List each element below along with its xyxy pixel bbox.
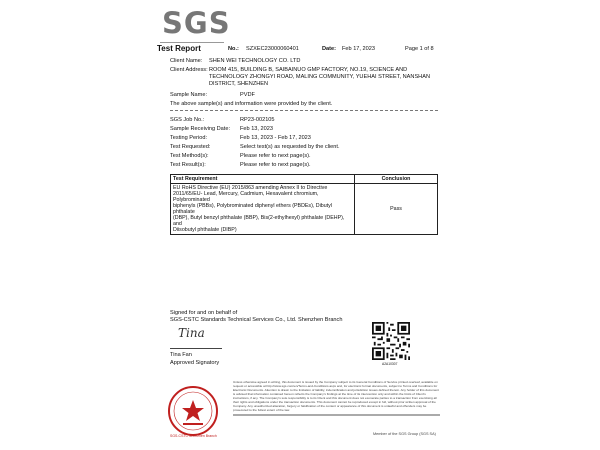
client-address-line1: ROOM 415, BUILDING B, SAIBAINUO GMP FACTORY, NO.19, SCIENCE AND <box>209 67 408 73</box>
job-no-value: RP23-002105 <box>240 117 275 123</box>
sample-note: The above sample(s) and information were provided by the client. <box>170 101 333 107</box>
company-seal-icon <box>166 384 220 438</box>
requirement-line: Diisobutyl phthalate (DIBP) <box>173 227 237 233</box>
test-requested-label: Test Requested: <box>170 144 211 150</box>
test-result-value: Please refer to next page(s). <box>240 162 311 168</box>
col-conclusion: Conclusion <box>355 175 438 184</box>
requirement-line: biphenyls (PBBs), Polybrominated diphenyl ethers (PBDEs), Dibutyl phthalate <box>173 203 332 215</box>
client-address-label: Client Address: <box>170 67 208 73</box>
report-no-label: No.: <box>228 46 239 52</box>
conclusion-cell: Pass <box>355 184 438 235</box>
col-requirement: Test Requirement <box>171 175 355 184</box>
receiving-date-label: Sample Receiving Date: <box>170 126 231 132</box>
client-name-value: SHEN WEI TECHNOLOGY CO. LTD <box>209 58 301 64</box>
page-number: Page 1 of 8 <box>405 46 434 52</box>
signed-on-behalf: Signed for and on behalf of <box>170 310 238 316</box>
table-header-row <box>171 175 438 184</box>
report-date-label: Date: <box>322 46 336 52</box>
requirement-line: EU RoHS Directive (EU) 2015/863 amending Annex II to Directive <box>173 185 328 191</box>
fine-print-divider <box>233 414 440 416</box>
group-membership: Member of the SGS Group (SGS SA) <box>373 432 436 436</box>
sample-name-label: Sample Name: <box>170 92 207 98</box>
test-result-label: Test Result(s): <box>170 162 206 168</box>
receiving-date-value: Feb 13, 2023 <box>240 126 273 132</box>
handwritten-signature: Tina <box>178 326 205 340</box>
signatory-role: Approved Signatory <box>170 360 220 366</box>
sgs-logo <box>160 6 231 40</box>
sample-name-value: PVDF <box>240 92 255 98</box>
qr-code-icon <box>372 322 410 360</box>
qr-id: A2A10307 <box>382 362 398 366</box>
requirement-line: 2011/65/EU- Lead, Mercury, Cadmium, Hexavalent chromium, Polybrominated <box>173 191 319 203</box>
signatory-name: Tina Fan <box>170 352 192 358</box>
report-date-value: Feb 17, 2023 <box>342 46 375 52</box>
testing-period-value: Feb 13, 2023 - Feb 17, 2023 <box>240 135 311 141</box>
report-title: Test Report <box>157 44 201 53</box>
client-address-line2: TECHNOLOGY ZHONGYI ROAD, MALING COMMUNITY, YUEHAI STREET, NANSHAN <box>209 74 430 80</box>
divider <box>170 110 438 111</box>
test-method-label: Test Method(s): <box>170 153 209 159</box>
report-no-value: SZXEC23000060401 <box>246 46 299 52</box>
signing-company: SGS-CSTC Standards Technical Services Co., Ltd. Shenzhen Branch <box>170 317 343 323</box>
client-name-label: Client Name: <box>170 58 203 64</box>
seal-text: SGS-CSTC Shenzhen Branch <box>170 434 217 438</box>
requirement-cell <box>171 184 355 235</box>
fine-print-text: Unless otherwise agreed in writing, this document is issued by the Company subject to its General Conditions of Service printed overleaf, available on request or accessible at http://www.sgs.com/en/Terms-and-Conditions.aspx and, for electronic format documents, subject to Terms and Conditions for Electronic Documents. Attention is drawn to the limitation of liability, indemnification and jurisdiction issues defined therein. Any holder of this document is advised that information contained hereon reflects the Company's findings at the time of its intervention only and within the limits of Client's instructions, if any. The Company's sole responsibility is to its Client and this document does not exonerate parties to a transaction from exercising all their rights and obligations under the transaction documents. This document cannot be reproduced except in full, without prior written approval of the Company. Any unauthorized alteration, forgery or falsification of the content or appearance of this document is unlawful and offenders may be prosecuted to the fullest extent of the law. <box>233 380 439 412</box>
logo-text: SGS <box>162 6 231 40</box>
logo-rule <box>160 42 224 43</box>
requirement-table <box>170 174 438 235</box>
test-requested-value: Select test(s) as requested by the client. <box>240 144 340 150</box>
job-no-label: SGS Job No.: <box>170 117 205 123</box>
fine-print <box>233 380 440 416</box>
requirement-line: (DBP), Butyl benzyl phthalate (BBP), Bis(2-ethylhexyl) phthalate (DEHP), and <box>173 215 345 227</box>
table-row <box>171 184 438 235</box>
test-method-value: Please refer to next page(s). <box>240 153 311 159</box>
client-address-line3: DISTRICT, SHENZHEN <box>209 81 269 87</box>
testing-period-label: Testing Period: <box>170 135 208 141</box>
signature-line <box>170 348 222 349</box>
